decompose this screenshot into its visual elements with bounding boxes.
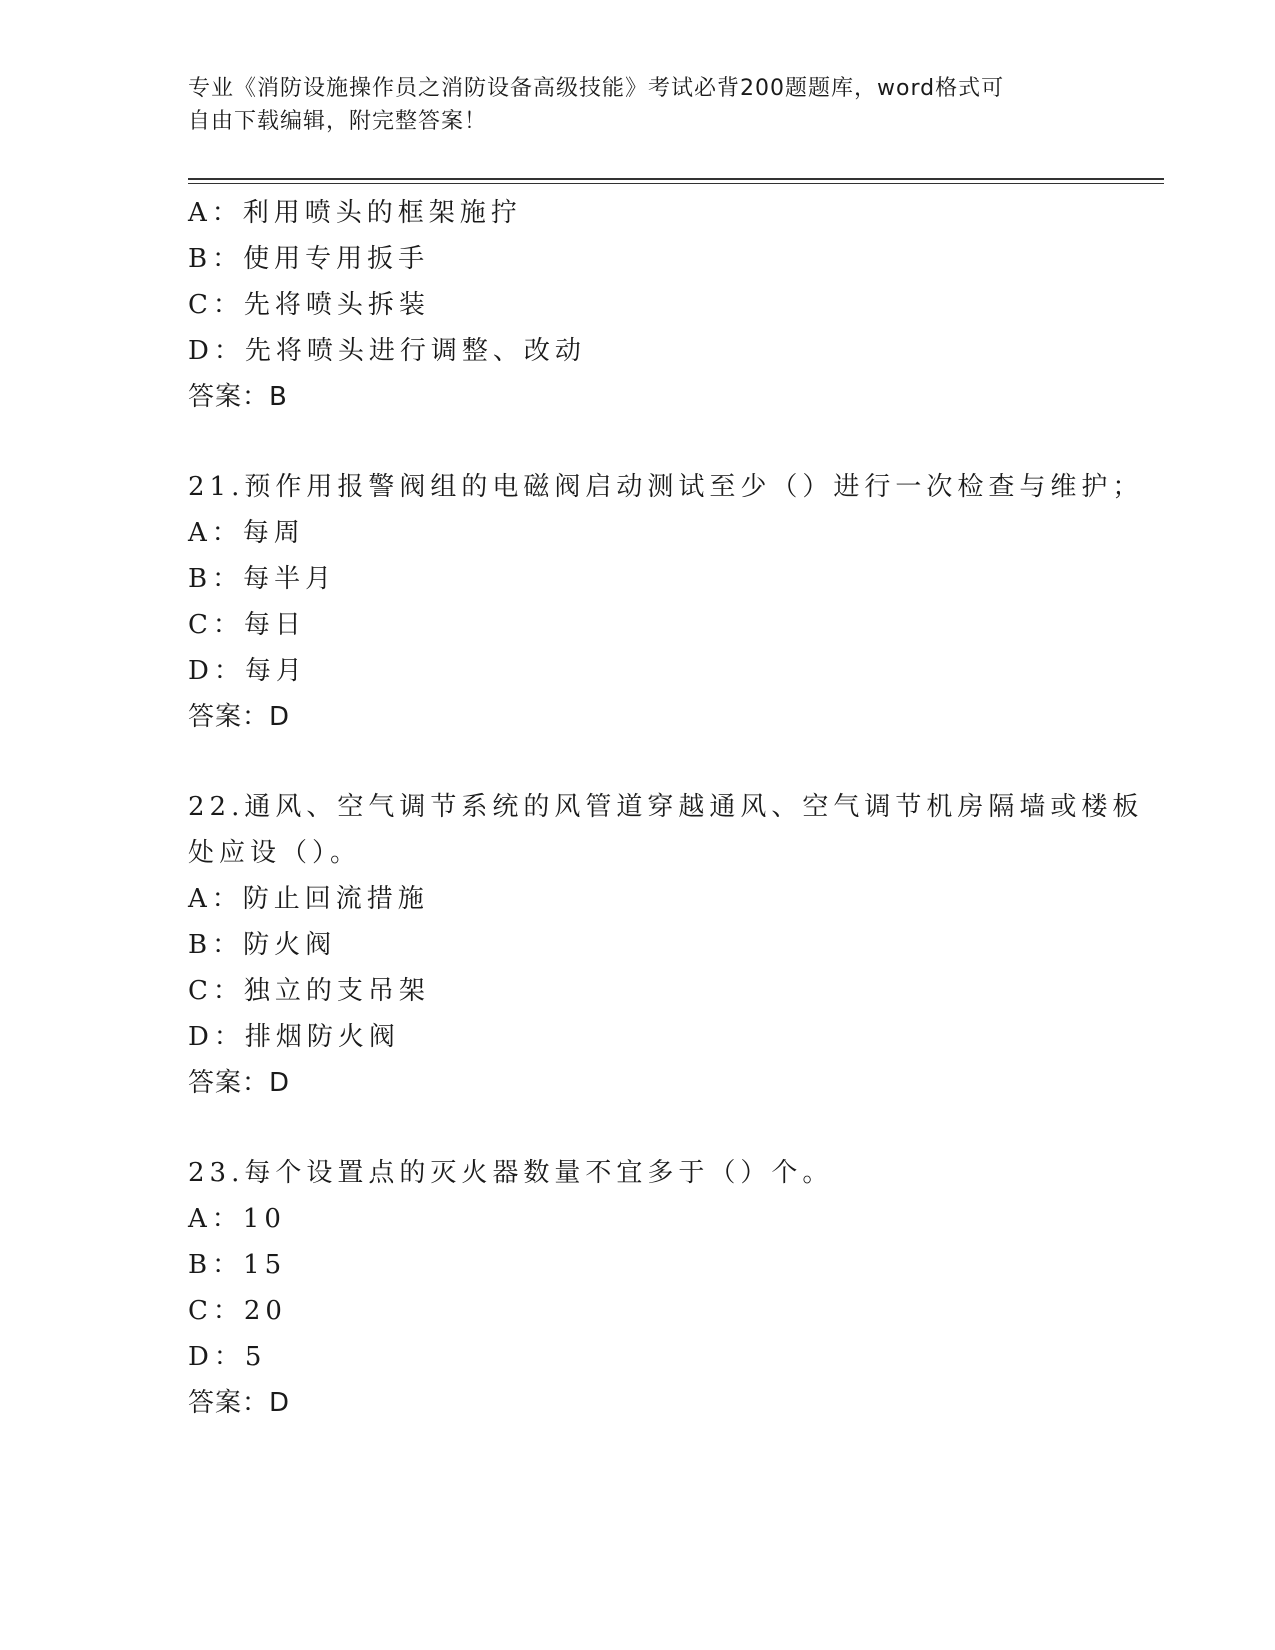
- option-d: D：每月: [188, 656, 307, 686]
- option-d: D：排烟防火阀: [188, 1022, 400, 1052]
- option-a: A：防止回流措施: [188, 884, 429, 914]
- question-text-line-2: 处应设（）。: [188, 838, 362, 868]
- option-c: C：每日: [188, 610, 306, 640]
- option-c: C：先将喷头拆装: [188, 290, 430, 320]
- option-a: A：利用喷头的框架施拧: [188, 198, 522, 228]
- option-b: B：每半月: [188, 564, 337, 594]
- question-block-continued: [188, 190, 1088, 420]
- option-d: D：先将喷头进行调整、改动: [188, 336, 586, 366]
- option-c: C：20: [188, 1296, 287, 1326]
- answer-line: 答案：D: [188, 1388, 291, 1418]
- question-text-line-1: 22.通风、空气调节系统的风管道穿越通风、空气调节机房隔墙或楼板: [188, 792, 1144, 822]
- header-divider-thin: [188, 183, 1164, 184]
- header-divider-thick: [188, 178, 1164, 180]
- answer-line: 答案：D: [188, 1068, 291, 1098]
- question-text: 21.预作用报警阀组的电磁阀启动测试至少（）进行一次检查与维护；: [188, 472, 1144, 502]
- answer-line: 答案：D: [188, 702, 291, 732]
- option-b: B：15: [188, 1250, 287, 1280]
- option-c: C：独立的支吊架: [188, 976, 430, 1006]
- header-title-line-2: 自由下载编辑，附完整答案！: [188, 109, 488, 134]
- question-text: 23.每个设置点的灭火器数量不宜多于（）个。: [188, 1158, 834, 1188]
- document-header: [188, 72, 1088, 138]
- option-a: A：10: [188, 1204, 286, 1234]
- question-block-22: [188, 784, 1144, 1106]
- document-body: [188, 190, 1144, 1426]
- header-title-line-1: 专业《消防设施操作员之消防设备高级技能》考试必背200题题库，word格式可: [188, 76, 1005, 101]
- option-b: B：使用专用扳手: [188, 244, 430, 274]
- option-b: B：防火阀: [188, 930, 337, 960]
- question-block-23: [188, 1150, 1088, 1426]
- option-a: A：每周: [188, 518, 305, 548]
- option-d: D：5: [188, 1342, 267, 1372]
- question-block-21: [188, 464, 1144, 740]
- answer-line: 答案：B: [188, 382, 288, 412]
